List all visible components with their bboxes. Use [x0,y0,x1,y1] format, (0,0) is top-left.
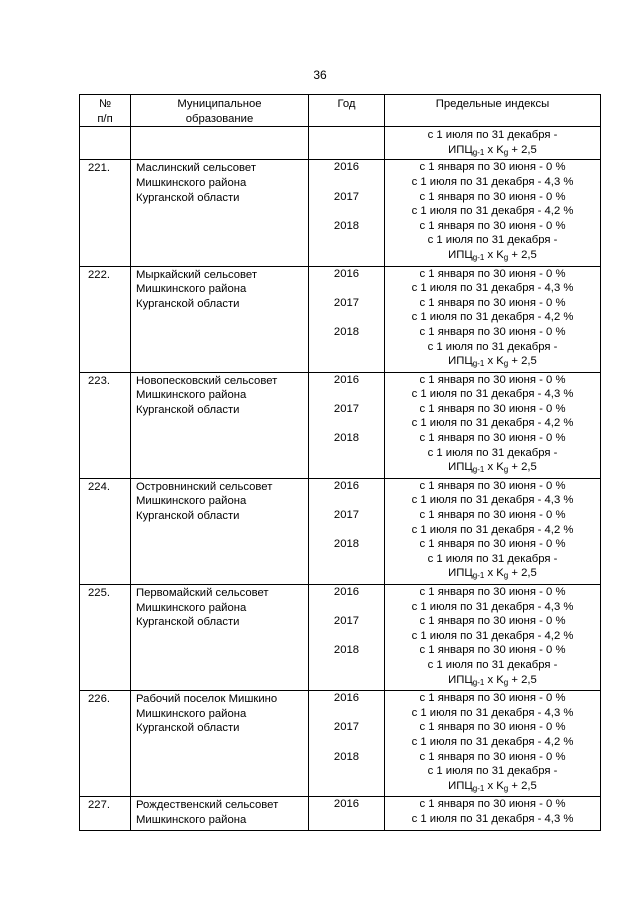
index-line: с 1 июля по 31 декабря - [427,340,558,353]
index-formula [448,460,537,475]
table-header-row [80,95,601,127]
index-line: с 1 июля по 31 декабря - [427,552,558,565]
year-label: 2018 [333,432,360,445]
year-label: 2018 [333,750,360,763]
index-line: с 1 июля по 31 декабря - 4,3 % [411,282,574,295]
index-line: с 1 января по 30 июня - 0 % [419,161,566,174]
index-line: с 1 июля по 31 декабря - 4,3 % [411,706,574,719]
year-cell [309,478,385,584]
formula-sub-prev: g-1 [472,359,485,369]
formula-tail: + 2,5 [508,779,537,792]
formula-sub-g: g [503,783,509,793]
index-line: с 1 июля по 31 декабря - [427,129,558,142]
municipality-name-line: Маслинский сельсовет [136,162,257,175]
formula-sub-g: g [503,252,509,262]
formula-mid: x K [484,248,504,261]
municipality-cell [131,160,309,266]
municipality-name-line: Первомайский сельсовет [136,587,269,599]
index-formula [448,673,537,688]
year-label: 2016 [333,373,360,386]
index-line: с 1 января по 30 июня - 0 % [419,479,566,492]
index-line: с 1 июля по 31 декабря - 4,2 % [411,523,574,536]
table-row [80,160,601,266]
year-cell [309,585,385,691]
formula-sub-prev: g-1 [472,783,485,793]
table-row [80,797,601,830]
formula-mid: x K [484,673,504,686]
year-cell [309,691,385,797]
formula-base: ИПЦ [448,673,473,686]
formula-tail: + 2,5 [508,143,537,156]
formula-tail: + 2,5 [508,248,537,261]
table-row [80,266,601,372]
formula-tail: + 2,5 [508,567,537,580]
municipality-name-line: Курганской области [136,616,240,629]
header-indices: Предельные индексы [385,95,601,127]
year-label: 2016 [333,692,360,705]
index-line: с 1 января по 30 июня - 0 % [419,373,566,386]
index-line: с 1 июля по 31 декабря - 4,2 % [411,735,574,748]
year-cell [309,797,385,830]
index-line: с 1 января по 30 июня - 0 % [419,721,566,734]
index-formula [448,248,537,263]
formula-sub-prev: g-1 [472,147,485,157]
index-line: с 1 июля по 31 декабря - 4,2 % [411,205,574,218]
year-label: 2017 [333,509,360,522]
formula-sub-prev: g-1 [472,571,485,581]
indices-cell [385,266,601,372]
index-line: с 1 июля по 31 декабря - 4,3 % [411,812,574,825]
formula-tail: + 2,5 [508,461,537,474]
indices-cell [385,160,601,266]
formula-base: ИПЦ [448,355,473,368]
year-spacer [309,416,384,431]
year-spacer [309,523,384,538]
row-number: 224. [80,478,131,584]
table-row [80,478,601,584]
formula-mid: x K [484,779,504,792]
indices-cell [385,478,601,584]
year-label: 2017 [333,615,360,628]
formula-mid: x K [484,355,504,368]
index-line: с 1 января по 30 июня - 0 % [419,615,566,628]
municipality-name-line: Мишкинского района [136,495,247,508]
year-label: 2017 [333,721,360,734]
formula-sub-g: g [503,465,509,475]
year-spacer [309,281,384,296]
index-line: с 1 января по 30 июня - 0 % [419,750,566,763]
year-spacer [309,629,384,644]
index-line: с 1 июля по 31 декабря - 4,2 % [411,417,574,430]
formula-mid: x K [484,567,504,580]
municipality-cell [131,585,309,691]
index-formula [448,779,537,794]
municipality-cell [131,266,309,372]
indices-cell [385,691,601,797]
formula-mid: x K [484,143,504,156]
header-number [80,95,131,127]
formula-sub-g: g [503,147,509,157]
index-line: с 1 июля по 31 декабря - 4,2 % [411,629,574,642]
tariff-index-table [79,94,601,831]
formula-sub-g: g [503,571,509,581]
index-line: с 1 января по 30 июня - 0 % [419,798,566,811]
formula-base: ИПЦ [448,779,473,792]
index-line: с 1 января по 30 июня - 0 % [419,538,566,551]
header-municipality [131,95,309,127]
municipality-cell [131,372,309,478]
table-row [80,372,601,478]
row-number: 222. [80,266,131,372]
row-number: 223. [80,372,131,478]
municipality-name-line: Мишкинского района [136,813,247,826]
indices-cell [385,585,601,691]
formula-tail: + 2,5 [508,355,537,368]
year-label: 2017 [333,190,360,203]
year-label: 2018 [333,325,360,338]
row-number: 226. [80,691,131,797]
municipality-name-line: Рабочий поселок Мишкино [136,693,278,706]
index-line: с 1 января по 30 июня - 0 % [419,267,566,280]
index-line: с 1 июля по 31 декабря - 4,3 % [411,388,574,401]
year-label: 2016 [333,267,360,280]
year-spacer [309,387,384,402]
year-spacer [309,175,384,190]
header-number-line2: п/п [97,112,113,125]
formula-sub-prev: g-1 [472,252,485,262]
index-line: с 1 января по 30 июня - 0 % [419,432,566,445]
continuation-row [80,127,601,160]
year-spacer [309,600,384,615]
index-line: с 1 января по 30 июня - 0 % [419,586,566,598]
formula-base: ИПЦ [448,143,473,156]
index-line: с 1 июля по 31 декабря - 4,2 % [411,311,574,324]
index-line: с 1 июля по 31 декабря - 4,3 % [411,494,574,507]
year-spacer [309,706,384,721]
index-line: с 1 июля по 31 декабря - [427,446,558,459]
formula-base: ИПЦ [448,461,473,474]
formula-base: ИПЦ [448,248,473,261]
formula-base: ИПЦ [448,567,473,580]
header-number-line1: № [98,98,112,110]
year-cell [309,160,385,266]
header-municipality-line1: Муниципальное [177,98,262,110]
index-line: с 1 июля по 31 декабря - 4,3 % [411,600,574,613]
year-label: 2018 [333,538,360,551]
index-formula [448,143,537,158]
row-number: 225. [80,585,131,691]
municipality-name-line: Мишкинского района [136,601,247,614]
index-line: с 1 января по 30 июня - 0 % [419,644,566,657]
page-number: 36 [313,68,327,82]
municipality-cell [131,797,309,830]
index-line: с 1 января по 30 июня - 0 % [419,219,566,232]
index-line: с 1 января по 30 июня - 0 % [419,296,566,309]
year-label: 2017 [333,296,360,309]
index-line: с 1 января по 30 июня - 0 % [419,325,566,338]
year-label: 2016 [333,479,360,492]
year-spacer [309,493,384,508]
year-label: 2016 [333,586,360,598]
year-label: 2018 [333,644,360,657]
year-spacer [309,735,384,750]
index-line: с 1 июля по 31 декабря - [427,234,558,247]
municipality-name-line: Новопесковский сельсовет [136,374,278,387]
year-label: 2016 [333,161,360,174]
row-number: 221. [80,160,131,266]
year-cell [309,266,385,372]
year-cell [309,372,385,478]
municipality-name-line: Островнинский сельсовет [136,480,273,493]
year-spacer [309,204,384,219]
year-label: 2016 [333,798,360,811]
municipality-name-line: Курганской области [136,191,240,204]
municipality-name-line: Мыркайский сельсовет [136,268,257,281]
index-formula [448,354,537,369]
municipality-name-line: Курганской области [136,403,240,416]
municipality-name-line: Мишкинского района [136,283,247,296]
indices-cell [385,797,601,830]
indices-cell [385,372,601,478]
formula-sub-prev: g-1 [472,465,485,475]
municipality-name-line: Мишкинского района [136,707,247,720]
table-row [80,585,601,691]
formula-mid: x K [484,461,504,474]
year-label: 2017 [333,402,360,415]
municipality-cell [131,478,309,584]
formula-sub-g: g [503,677,509,687]
row-number: 227. [80,797,131,830]
continuation-municipality-cell [131,127,309,160]
municipality-name-line: Рождественский сельсовет [136,799,279,812]
table-row [80,691,601,797]
municipality-name-line: Курганской области [136,722,240,735]
header-year: Год [309,95,385,127]
index-line: с 1 января по 30 июня - 0 % [419,190,566,203]
index-line: с 1 января по 30 июня - 0 % [419,692,566,705]
index-formula [448,566,537,581]
formula-sub-prev: g-1 [472,677,485,687]
year-label: 2018 [333,219,360,232]
municipality-name-line: Курганской области [136,510,240,523]
index-line: с 1 января по 30 июня - 0 % [419,509,566,522]
formula-tail: + 2,5 [508,673,537,686]
municipality-name-line: Мишкинского района [136,176,247,189]
continuation-year-cell [309,127,385,160]
municipality-name-line: Курганской области [136,297,240,310]
index-line: с 1 июля по 31 декабря - 4,3 % [411,175,574,188]
municipality-name-line: Мишкинского района [136,389,247,402]
continuation-indices-cell [385,127,601,160]
index-line: с 1 июля по 31 декабря - [427,765,558,778]
index-line: с 1 июля по 31 декабря - [427,658,558,671]
municipality-cell [131,691,309,797]
index-line: с 1 января по 30 июня - 0 % [419,402,566,415]
formula-sub-g: g [503,359,509,369]
continuation-number-cell [80,127,131,160]
year-spacer [309,310,384,325]
header-municipality-line2: образование [185,112,254,125]
